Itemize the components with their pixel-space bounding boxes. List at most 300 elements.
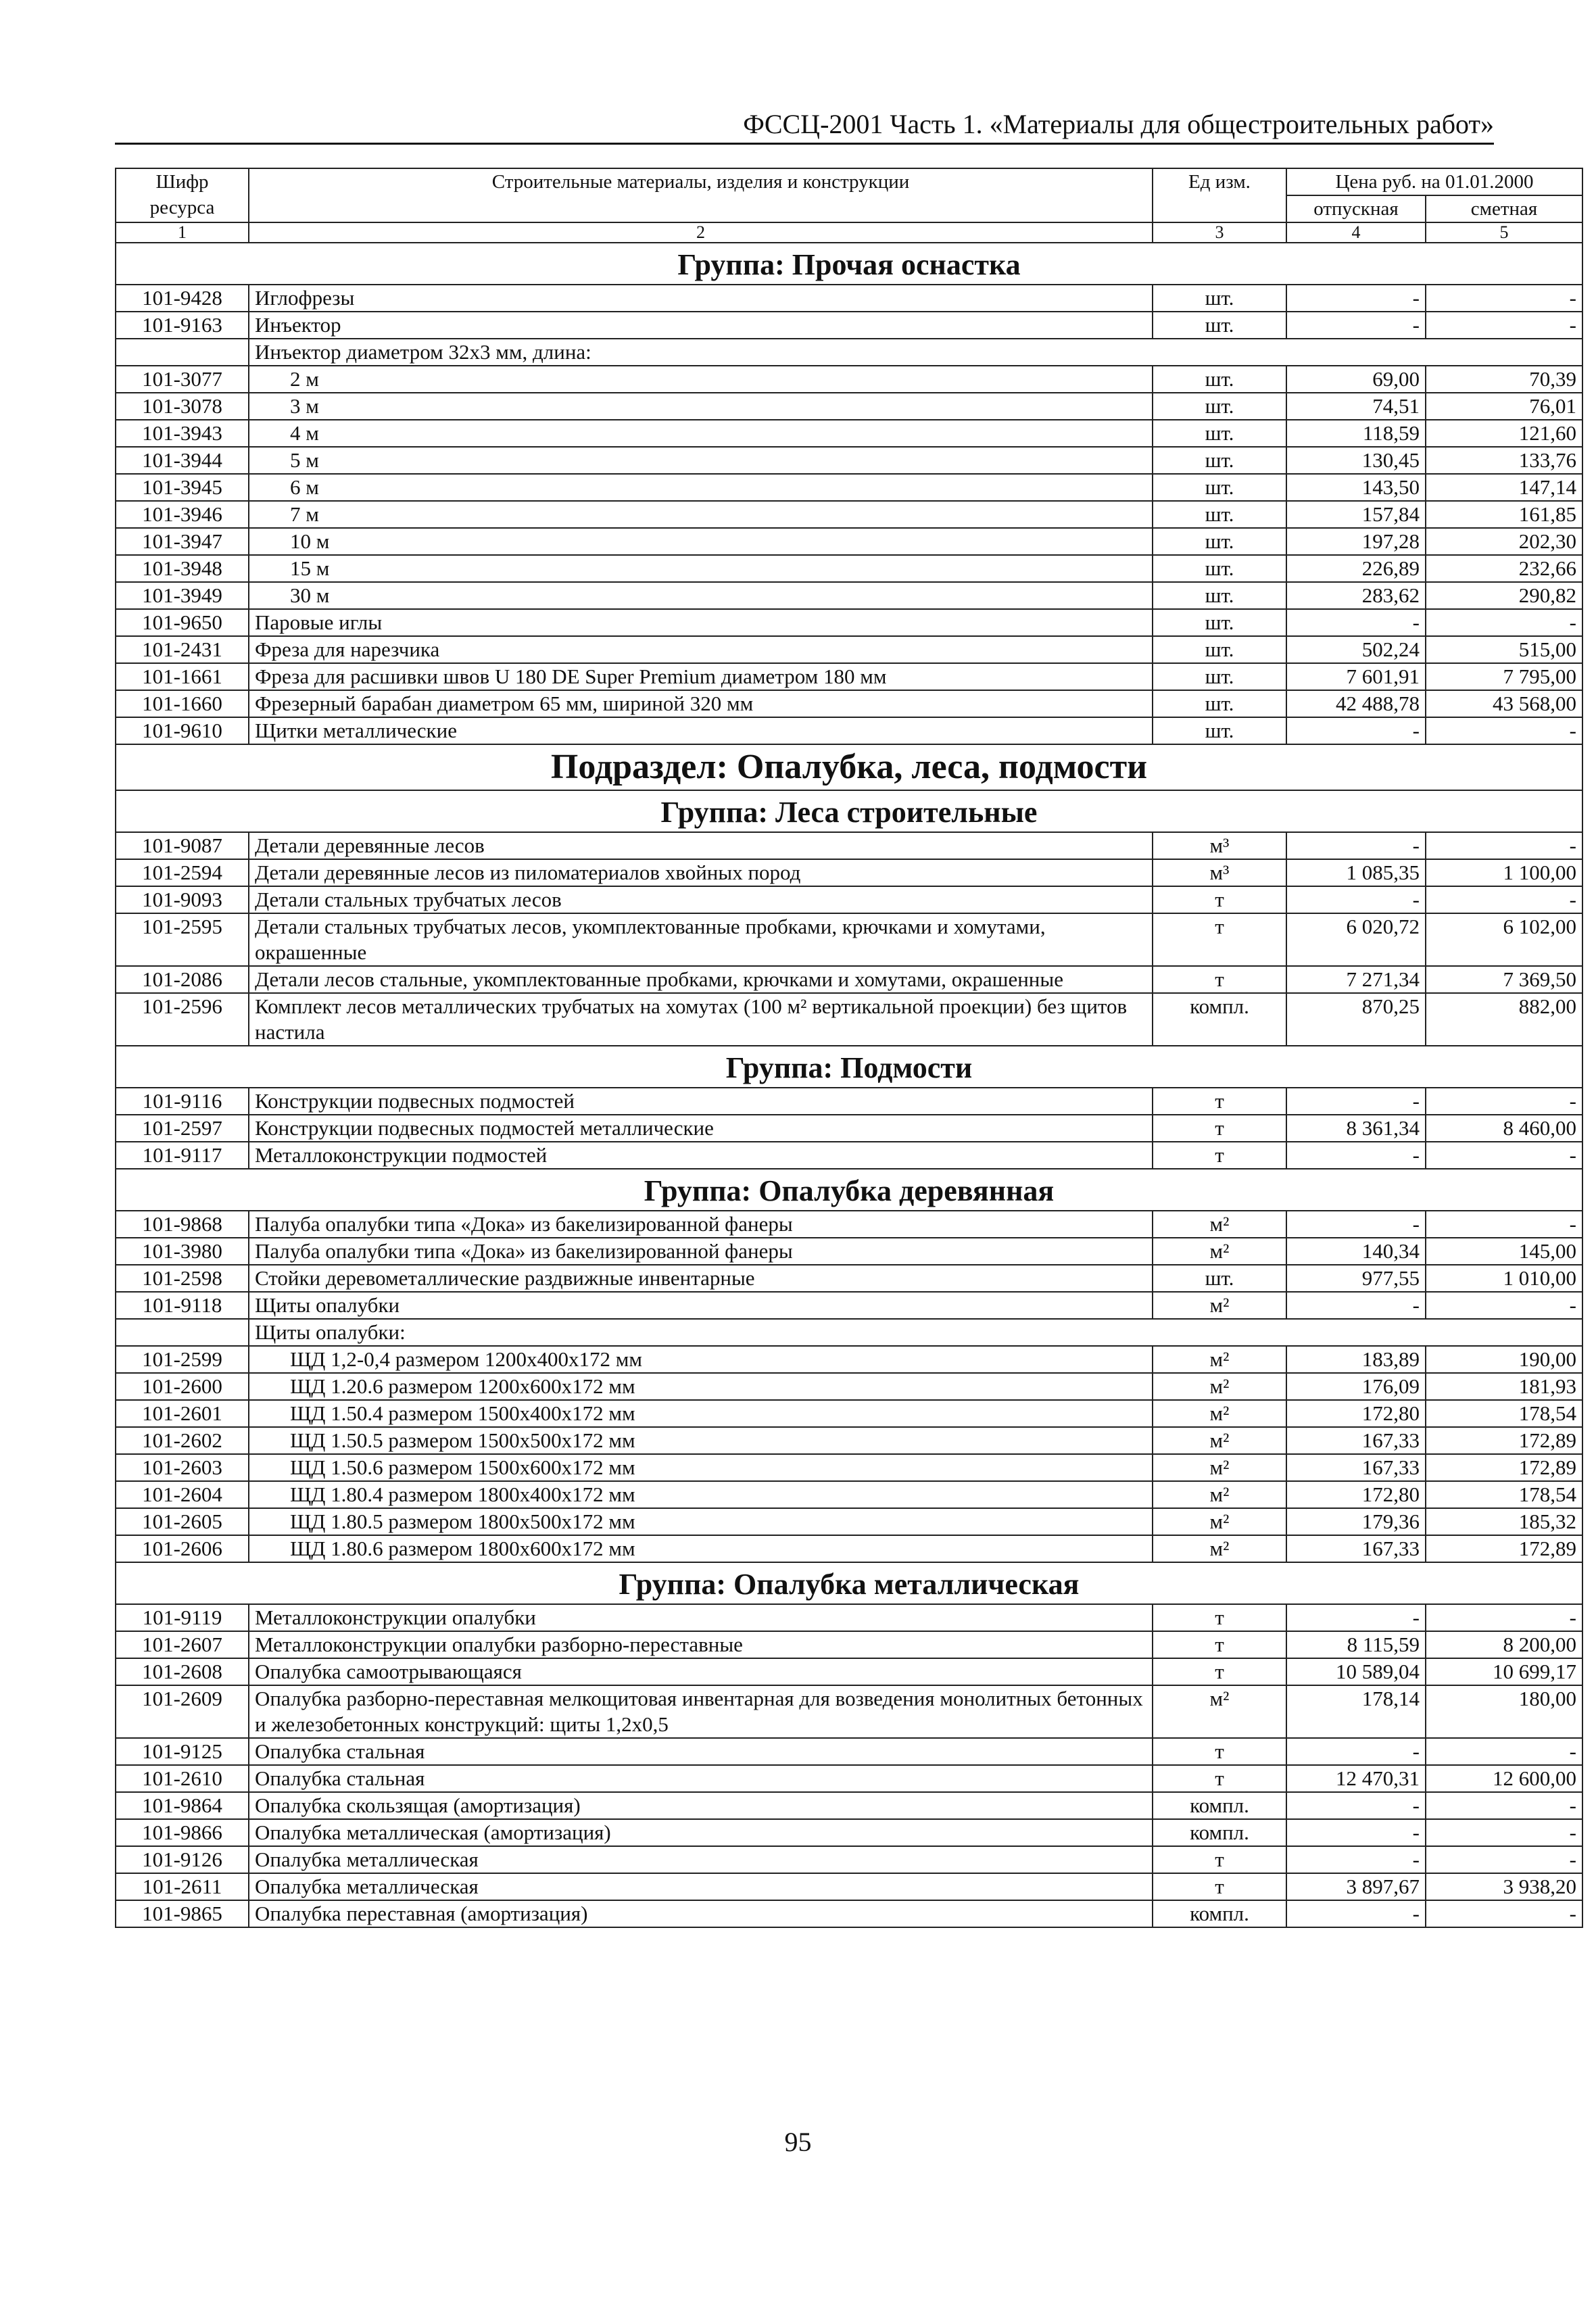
estimate-price-cell: 7 795,00 <box>1426 663 1582 690</box>
table-row <box>116 1604 1582 1631</box>
release-price-cell: 167,33 <box>1286 1535 1426 1562</box>
code-cell: 101-3949 <box>116 582 249 609</box>
name-cell: Комплект лесов металлических трубчатых на хомутах (100 м² вертикальной проекции) без щитов настила <box>249 993 1153 1046</box>
table-row <box>116 1265 1582 1292</box>
unit-cell: м² <box>1153 1685 1286 1738</box>
table-row <box>116 366 1582 393</box>
unit-cell: т <box>1153 966 1286 993</box>
unit-cell: т <box>1153 913 1286 966</box>
header-release-price: отпускная <box>1286 195 1426 222</box>
unit-cell: м² <box>1153 1346 1286 1373</box>
note-text: Инъектор диаметром 32х3 мм, длина: <box>249 339 1582 366</box>
table-row <box>116 1792 1582 1819</box>
name-cell: Металлоконструкции опалубки разборно-переставные <box>249 1631 1153 1658</box>
estimate-price-cell: 147,14 <box>1426 474 1582 501</box>
name-cell <box>249 1373 1153 1400</box>
estimate-price-cell: 8 460,00 <box>1426 1115 1582 1142</box>
unit-cell: м³ <box>1153 832 1286 859</box>
table-row <box>116 609 1582 636</box>
estimate-price-cell: 161,85 <box>1426 501 1582 528</box>
code-cell: 101-2610 <box>116 1765 249 1792</box>
code-cell: 101-2605 <box>116 1508 249 1535</box>
code-cell <box>116 1319 249 1346</box>
name-cell: Детали лесов стальные, укомплектованные пробками, крючками и хомутами, окрашенные <box>249 966 1153 993</box>
table-row <box>116 1400 1582 1427</box>
table-row <box>116 1658 1582 1685</box>
name-text: ЩД 1.80.6 размером 1800х600х172 мм <box>290 1537 635 1560</box>
unit-cell: шт. <box>1153 582 1286 609</box>
estimate-price-cell: - <box>1426 285 1582 312</box>
name-text: ЩД 1.50.5 размером 1500х500х172 мм <box>290 1428 635 1452</box>
release-price-cell: - <box>1286 1142 1426 1169</box>
code-cell: 101-2602 <box>116 1427 249 1454</box>
name-text: 15 м <box>290 556 330 580</box>
table-row <box>116 832 1582 859</box>
release-price-cell: 8 115,59 <box>1286 1631 1426 1658</box>
unit-cell: м² <box>1153 1292 1286 1319</box>
unit-cell: т <box>1153 1873 1286 1900</box>
code-cell: 101-9118 <box>116 1292 249 1319</box>
unit-cell: м³ <box>1153 859 1286 886</box>
name-cell <box>249 1454 1153 1481</box>
estimate-price-cell: 8 200,00 <box>1426 1631 1582 1658</box>
release-price-cell: 977,55 <box>1286 1265 1426 1292</box>
table-row <box>116 1373 1582 1400</box>
table-row <box>116 1142 1582 1169</box>
group-heading: Группа: Подмости <box>116 1046 1582 1088</box>
table-row <box>116 636 1582 663</box>
name-cell <box>249 447 1153 474</box>
code-cell: 101-1660 <box>116 690 249 717</box>
release-price-cell: - <box>1286 1604 1426 1631</box>
table-row <box>116 1631 1582 1658</box>
estimate-price-cell: 43 568,00 <box>1426 690 1582 717</box>
unit-cell: компл. <box>1153 1792 1286 1819</box>
estimate-price-cell: - <box>1426 886 1582 913</box>
release-price-cell: 870,25 <box>1286 993 1426 1046</box>
table-row <box>116 1508 1582 1535</box>
group-heading: Группа: Леса строительные <box>116 790 1582 832</box>
table-row <box>116 1454 1582 1481</box>
estimate-price-cell: 190,00 <box>1426 1346 1582 1373</box>
table-row <box>116 1535 1582 1562</box>
release-price-cell: 167,33 <box>1286 1427 1426 1454</box>
unit-cell: компл. <box>1153 1900 1286 1927</box>
name-cell: Опалубка разборно-переставная мелкощитовая инвентарная для возведения монолитных бетонных и железобетонных конструкций: щиты 1,2х0,5 <box>249 1685 1153 1738</box>
table-row <box>116 1238 1582 1265</box>
name-cell: Опалубка металлическая <box>249 1873 1153 1900</box>
group-heading: Группа: Опалубка металлическая <box>116 1562 1582 1604</box>
name-cell: Паровые иглы <box>249 609 1153 636</box>
estimate-price-cell: - <box>1426 1088 1582 1115</box>
table-row <box>116 690 1582 717</box>
release-price-cell: - <box>1286 1292 1426 1319</box>
header-name: Строительные материалы, изделия и конструкции <box>249 168 1153 222</box>
estimate-price-cell: - <box>1426 1604 1582 1631</box>
name-text: ЩД 1.50.6 размером 1500х600х172 мм <box>290 1455 635 1479</box>
estimate-price-cell: - <box>1426 1738 1582 1765</box>
name-text: 4 м <box>290 421 319 445</box>
table-row <box>116 1765 1582 1792</box>
estimate-price-cell: 882,00 <box>1426 993 1582 1046</box>
name-text: ЩД 1.80.5 размером 1800х500х172 мм <box>290 1510 635 1533</box>
code-cell: 101-9117 <box>116 1142 249 1169</box>
header-price: Цена руб. на 01.01.2000 <box>1286 168 1582 195</box>
release-price-cell: 197,28 <box>1286 528 1426 555</box>
unit-cell: м² <box>1153 1508 1286 1535</box>
name-cell: Иглофрезы <box>249 285 1153 312</box>
group-heading: Группа: Опалубка деревянная <box>116 1169 1582 1211</box>
unit-cell: шт. <box>1153 636 1286 663</box>
name-cell: Опалубка переставная (амортизация) <box>249 1900 1153 1927</box>
release-price-cell: 167,33 <box>1286 1454 1426 1481</box>
table-row <box>116 393 1582 420</box>
name-cell <box>249 393 1153 420</box>
name-cell: Фреза для расшивки швов U 180 DE Super Premium диаметром 180 мм <box>249 663 1153 690</box>
code-cell: 101-9864 <box>116 1792 249 1819</box>
unit-cell: м² <box>1153 1454 1286 1481</box>
name-cell: Конструкции подвесных подмостей металлические <box>249 1115 1153 1142</box>
unit-cell: т <box>1153 1738 1286 1765</box>
name-text: 5 м <box>290 448 319 472</box>
unit-cell: м² <box>1153 1427 1286 1454</box>
estimate-price-cell: 145,00 <box>1426 1238 1582 1265</box>
table-row <box>116 447 1582 474</box>
estimate-price-cell: 121,60 <box>1426 420 1582 447</box>
unit-cell: шт. <box>1153 690 1286 717</box>
code-cell: 101-2608 <box>116 1658 249 1685</box>
table-body <box>116 243 1582 1927</box>
name-cell: Щиты опалубки <box>249 1292 1153 1319</box>
name-cell <box>249 582 1153 609</box>
name-cell <box>249 1400 1153 1427</box>
table-row <box>116 859 1582 886</box>
name-text: 6 м <box>290 475 319 499</box>
table-row <box>116 1292 1582 1319</box>
name-text: ЩД 1.20.6 размером 1200х600х172 мм <box>290 1374 635 1398</box>
name-cell: Инъектор <box>249 312 1153 339</box>
unit-cell: шт. <box>1153 555 1286 582</box>
name-cell: Щитки металлические <box>249 717 1153 744</box>
table-row <box>116 1819 1582 1846</box>
group-heading-row <box>116 1046 1582 1088</box>
release-price-cell: 183,89 <box>1286 1346 1426 1373</box>
unit-cell: шт. <box>1153 366 1286 393</box>
estimate-price-cell: 70,39 <box>1426 366 1582 393</box>
code-cell: 101-9126 <box>116 1846 249 1873</box>
unit-cell: компл. <box>1153 993 1286 1046</box>
code-cell: 101-9119 <box>116 1604 249 1631</box>
name-cell <box>249 420 1153 447</box>
estimate-price-cell: 180,00 <box>1426 1685 1582 1738</box>
name-text: ЩД 1.50.4 размером 1500х400х172 мм <box>290 1401 635 1425</box>
column-number: 3 <box>1153 222 1286 243</box>
estimate-price-cell: - <box>1426 1846 1582 1873</box>
release-price-cell: - <box>1286 1738 1426 1765</box>
estimate-price-cell: 10 699,17 <box>1426 1658 1582 1685</box>
code-cell: 101-2086 <box>116 966 249 993</box>
note-row <box>116 339 1582 366</box>
header-unit: Ед изм. <box>1153 168 1286 222</box>
unit-cell: м² <box>1153 1238 1286 1265</box>
name-cell <box>249 1508 1153 1535</box>
estimate-price-cell: 178,54 <box>1426 1400 1582 1427</box>
name-cell: Металлоконструкции подмостей <box>249 1142 1153 1169</box>
note-text: Щиты опалубки: <box>249 1319 1582 1346</box>
table-row <box>116 420 1582 447</box>
unit-cell: компл. <box>1153 1819 1286 1846</box>
release-price-cell: 226,89 <box>1286 555 1426 582</box>
table-row <box>116 1427 1582 1454</box>
table-row <box>116 555 1582 582</box>
name-cell: Детали деревянные лесов <box>249 832 1153 859</box>
code-cell: 101-2611 <box>116 1873 249 1900</box>
name-text: 7 м <box>290 502 319 526</box>
estimate-price-cell: - <box>1426 312 1582 339</box>
code-cell: 101-2601 <box>116 1400 249 1427</box>
code-cell: 101-2594 <box>116 859 249 886</box>
table-row <box>116 1846 1582 1873</box>
name-cell: Фреза для нарезчика <box>249 636 1153 663</box>
name-cell: Опалубка металлическая (амортизация) <box>249 1819 1153 1846</box>
table-row <box>116 1685 1582 1738</box>
table-row <box>116 663 1582 690</box>
code-cell: 101-9125 <box>116 1738 249 1765</box>
code-cell: 101-2603 <box>116 1454 249 1481</box>
unit-cell: шт. <box>1153 474 1286 501</box>
name-cell <box>249 555 1153 582</box>
table-row <box>116 966 1582 993</box>
name-cell: Опалубка металлическая <box>249 1846 1153 1873</box>
table-row <box>116 1115 1582 1142</box>
release-price-cell: 176,09 <box>1286 1373 1426 1400</box>
code-cell: 101-9116 <box>116 1088 249 1115</box>
estimate-price-cell: 6 102,00 <box>1426 913 1582 966</box>
estimate-price-cell: 181,93 <box>1426 1373 1582 1400</box>
code-cell: 101-9610 <box>116 717 249 744</box>
code-cell: 101-9093 <box>116 886 249 913</box>
code-cell: 101-3980 <box>116 1238 249 1265</box>
estimate-price-cell: 290,82 <box>1426 582 1582 609</box>
release-price-cell: - <box>1286 1900 1426 1927</box>
unit-cell: т <box>1153 886 1286 913</box>
estimate-price-cell: 172,89 <box>1426 1427 1582 1454</box>
unit-cell: шт. <box>1153 312 1286 339</box>
estimate-price-cell: - <box>1426 1900 1582 1927</box>
unit-cell: м² <box>1153 1400 1286 1427</box>
table-row <box>116 474 1582 501</box>
table-row <box>116 582 1582 609</box>
name-cell <box>249 1427 1153 1454</box>
group-heading-row <box>116 1169 1582 1211</box>
release-price-cell: 130,45 <box>1286 447 1426 474</box>
estimate-price-cell: 185,32 <box>1426 1508 1582 1535</box>
code-cell: 101-3945 <box>116 474 249 501</box>
table-row <box>116 913 1582 966</box>
column-number: 4 <box>1286 222 1426 243</box>
name-cell <box>249 366 1153 393</box>
estimate-price-cell: 7 369,50 <box>1426 966 1582 993</box>
estimate-price-cell: 133,76 <box>1426 447 1582 474</box>
release-price-cell: - <box>1286 832 1426 859</box>
header-code: Шифр ресурса <box>116 168 249 222</box>
name-cell <box>249 528 1153 555</box>
name-text: ЩД 1,2-0,4 размером 1200х400х172 мм <box>290 1347 642 1371</box>
release-price-cell: - <box>1286 1211 1426 1238</box>
name-cell: Палуба опалубки типа «Дока» из бакелизированной фанеры <box>249 1211 1153 1238</box>
code-cell: 101-2597 <box>116 1115 249 1142</box>
code-cell: 101-9087 <box>116 832 249 859</box>
name-text: 10 м <box>290 529 330 553</box>
release-price-cell: - <box>1286 285 1426 312</box>
release-price-cell: 179,36 <box>1286 1508 1426 1535</box>
code-cell: 101-2598 <box>116 1265 249 1292</box>
release-price-cell: 6 020,72 <box>1286 913 1426 966</box>
release-price-cell: - <box>1286 1846 1426 1873</box>
subsection-heading: Подраздел: Опалубка, леса, подмости <box>116 744 1582 790</box>
table-row <box>116 312 1582 339</box>
unit-cell: м² <box>1153 1481 1286 1508</box>
release-price-cell: 69,00 <box>1286 366 1426 393</box>
table-row <box>116 528 1582 555</box>
unit-cell: шт. <box>1153 663 1286 690</box>
unit-cell: шт. <box>1153 420 1286 447</box>
estimate-price-cell: 178,54 <box>1426 1481 1582 1508</box>
release-price-cell: 12 470,31 <box>1286 1765 1426 1792</box>
column-number: 5 <box>1426 222 1582 243</box>
unit-cell: м² <box>1153 1373 1286 1400</box>
release-price-cell: 118,59 <box>1286 420 1426 447</box>
code-cell: 101-2609 <box>116 1685 249 1738</box>
code-cell: 101-3948 <box>116 555 249 582</box>
name-cell <box>249 1481 1153 1508</box>
name-cell <box>249 501 1153 528</box>
name-cell: Опалубка стальная <box>249 1765 1153 1792</box>
code-cell: 101-2606 <box>116 1535 249 1562</box>
release-price-cell: 42 488,78 <box>1286 690 1426 717</box>
name-text: 2 м <box>290 367 319 391</box>
unit-cell: т <box>1153 1088 1286 1115</box>
note-row <box>116 1319 1582 1346</box>
estimate-price-cell: 12 600,00 <box>1426 1765 1582 1792</box>
release-price-cell: 10 589,04 <box>1286 1658 1426 1685</box>
release-price-cell: 157,84 <box>1286 501 1426 528</box>
table-row <box>116 1738 1582 1765</box>
code-cell: 101-3947 <box>116 528 249 555</box>
unit-cell: шт. <box>1153 393 1286 420</box>
release-price-cell: 140,34 <box>1286 1238 1426 1265</box>
release-price-cell: - <box>1286 1792 1426 1819</box>
release-price-cell: - <box>1286 1088 1426 1115</box>
table-row <box>116 1900 1582 1927</box>
code-cell: 101-9866 <box>116 1819 249 1846</box>
release-price-cell: 1 085,35 <box>1286 859 1426 886</box>
code-cell: 101-9650 <box>116 609 249 636</box>
code-cell: 101-3944 <box>116 447 249 474</box>
code-cell: 101-3078 <box>116 393 249 420</box>
estimate-price-cell: 1 010,00 <box>1426 1265 1582 1292</box>
unit-cell: шт. <box>1153 501 1286 528</box>
estimate-price-cell: 232,66 <box>1426 555 1582 582</box>
unit-cell: м² <box>1153 1211 1286 1238</box>
name-cell <box>249 1346 1153 1373</box>
name-cell: Детали деревянные лесов из пиломатериалов хвойных пород <box>249 859 1153 886</box>
code-cell: 101-2607 <box>116 1631 249 1658</box>
code-cell: 101-9865 <box>116 1900 249 1927</box>
code-cell: 101-1661 <box>116 663 249 690</box>
page-header: ФССЦ-2001 Часть 1. «Материалы для общестроительных работ» <box>115 108 1494 145</box>
code-cell: 101-9868 <box>116 1211 249 1238</box>
group-heading: Группа: Прочая оснастка <box>116 243 1582 285</box>
estimate-price-cell: - <box>1426 1792 1582 1819</box>
unit-cell: т <box>1153 1846 1286 1873</box>
column-number: 2 <box>249 222 1153 243</box>
code-cell: 101-2595 <box>116 913 249 966</box>
unit-cell: т <box>1153 1658 1286 1685</box>
name-cell: Конструкции подвесных подмостей <box>249 1088 1153 1115</box>
code-cell: 101-2599 <box>116 1346 249 1373</box>
estimate-price-cell: - <box>1426 717 1582 744</box>
unit-cell: шт. <box>1153 285 1286 312</box>
name-cell: Детали стальных трубчатых лесов, укомплектованные пробками, крючками и хомутами, окрашенные <box>249 913 1153 966</box>
name-text: 3 м <box>290 394 319 418</box>
price-table <box>115 168 1583 1928</box>
estimate-price-cell: 1 100,00 <box>1426 859 1582 886</box>
table-row <box>116 285 1582 312</box>
code-cell: 101-2600 <box>116 1373 249 1400</box>
release-price-cell: - <box>1286 717 1426 744</box>
release-price-cell: - <box>1286 886 1426 913</box>
unit-cell: шт. <box>1153 717 1286 744</box>
release-price-cell: 283,62 <box>1286 582 1426 609</box>
unit-cell: м² <box>1153 1535 1286 1562</box>
estimate-price-cell: - <box>1426 1142 1582 1169</box>
table-row <box>116 1481 1582 1508</box>
estimate-price-cell: - <box>1426 1211 1582 1238</box>
table-row <box>116 993 1582 1046</box>
name-cell: Опалубка самоотрывающаяся <box>249 1658 1153 1685</box>
code-cell: 101-2596 <box>116 993 249 1046</box>
name-cell: Фрезерный барабан диаметром 65 мм, шириной 320 мм <box>249 690 1153 717</box>
unit-cell: т <box>1153 1115 1286 1142</box>
release-price-cell: 172,80 <box>1286 1400 1426 1427</box>
column-number: 1 <box>116 222 249 243</box>
name-cell: Стойки деревометаллические раздвижные инвентарные <box>249 1265 1153 1292</box>
group-heading-row <box>116 1562 1582 1604</box>
unit-cell: т <box>1153 1631 1286 1658</box>
estimate-price-cell: 172,89 <box>1426 1535 1582 1562</box>
table-row <box>116 717 1582 744</box>
name-cell: Детали стальных трубчатых лесов <box>249 886 1153 913</box>
table-row <box>116 1211 1582 1238</box>
release-price-cell: 178,14 <box>1286 1685 1426 1738</box>
release-price-cell: 8 361,34 <box>1286 1115 1426 1142</box>
release-price-cell: - <box>1286 1819 1426 1846</box>
table-row <box>116 1873 1582 1900</box>
estimate-price-cell: 172,89 <box>1426 1454 1582 1481</box>
table-row <box>116 1088 1582 1115</box>
name-text: 30 м <box>290 583 330 607</box>
estimate-price-cell: - <box>1426 1292 1582 1319</box>
group-heading-row <box>116 243 1582 285</box>
release-price-cell: 7 271,34 <box>1286 966 1426 993</box>
release-price-cell: 74,51 <box>1286 393 1426 420</box>
unit-cell: шт. <box>1153 1265 1286 1292</box>
release-price-cell: 7 601,91 <box>1286 663 1426 690</box>
table-row <box>116 1346 1582 1373</box>
name-cell: Палуба опалубки типа «Дока» из бакелизированной фанеры <box>249 1238 1153 1265</box>
code-cell: 101-3077 <box>116 366 249 393</box>
